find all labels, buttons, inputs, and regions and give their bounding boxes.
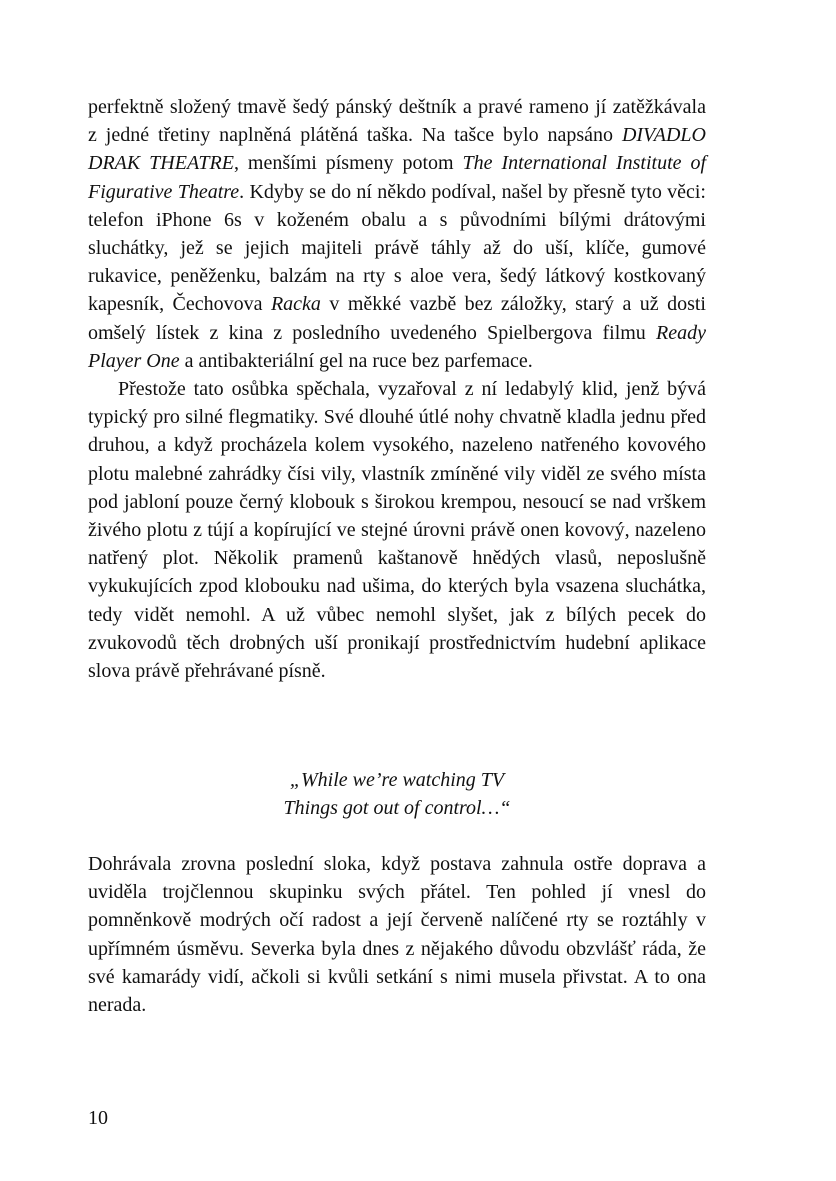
paragraph-1-italic-institute: The International Institute of Figurative Theatre (88, 152, 707, 203)
lyric-line-1: „While we’re watching TV (289, 769, 505, 791)
paragraph-1-italic-film: Ready Player One (88, 321, 706, 372)
paragraph-1-text-d: v měkké vazbě bez záložky, starý a už dosti omšelý lístek z kina z posledního uvedeného Spielbergova filmu (88, 293, 706, 344)
paragraph-1-text-b: , menšími písmeny potom (233, 152, 463, 175)
paragraph-3: Dohrávala zrovna poslední sloka, když postava zahnula ostře doprava a uviděla trojčlennou skupinku svých přátel. Ten pohled jí vnesl do pomněnkově modrých očí radost a její červeně nalíčené rty se roztáhly v upřímném úsměvu. Severka byla dnes z nějakého důvodu obzvlášť ráda, že své kamarády vidí, ačkoli si kvůli setkání s nimi musela přivstat. A to ona nerada. (88, 853, 706, 1017)
song-lyric-quote (88, 766, 706, 822)
body-text-bottom (88, 850, 706, 1019)
page-number: 10 (88, 1107, 108, 1129)
paragraph-1-italic-racka: Racka (270, 293, 321, 316)
lyric-line-2: Things got out of control…“ (283, 797, 511, 820)
paragraph-1-text-c: . Kdyby se do ní někdo podíval, našel by přesně tyto věci: telefon iPhone 6s v koženém obalu a s původními bílými drátovými sluchátky, jež se jejich majiteli právě táhly až do uší, klíče, gumové rukavice, peněženku, balzám na rty s aloe vera, šedý látkový kostkovaný kapesník, Čechovova (88, 180, 706, 316)
paragraph-1-text-a: perfektně složený tmavě šedý pánský deštník a pravé rameno jí zatěžkávala z jedné třetiny naplněná plátěná taška. Na tašce bylo napsáno (88, 96, 706, 147)
body-text-top (88, 93, 706, 685)
paragraph-1-text-e: a antibakteriální gel na ruce bez parfemace. (179, 349, 533, 372)
paragraph-1 (88, 93, 706, 375)
paragraph-1-italic-theatre: DIVADLO DRAK THEATRE (88, 124, 706, 175)
paragraph-2: Přestože tato osůbka spěchala, vyzařoval z ní ledabylý klid, jenž bývá typický pro silné flegmatiky. Své dlouhé útlé nohy chvatně kladla jednu před druhou, a když procházela kolem vysokého, nazeleno natřeného kovového plotu malebné zahrádky čísi vily, vlastník zmíněné vily viděl ze svého místa pod jabloní pouze černý klobouk s širokou krempou, nesoucí se nad vrškem živého plotu z tújí a kopírující ve stejné úrovni právě onen kovový, nazeleno natřený plot. Několik pramenů kaštanově hnědých vlasů, neposlušně vykukujících zpod klobouku nad ušima, do kterých byla vsazena sluchátka, tedy vidět nemohl. A už vůbec nemohl slyšet, jak z bílých pecek do zvukovodů těch drobných uší pronikají prostřednictvím hudební aplikace slova právě přehrávané písně. (88, 378, 706, 683)
